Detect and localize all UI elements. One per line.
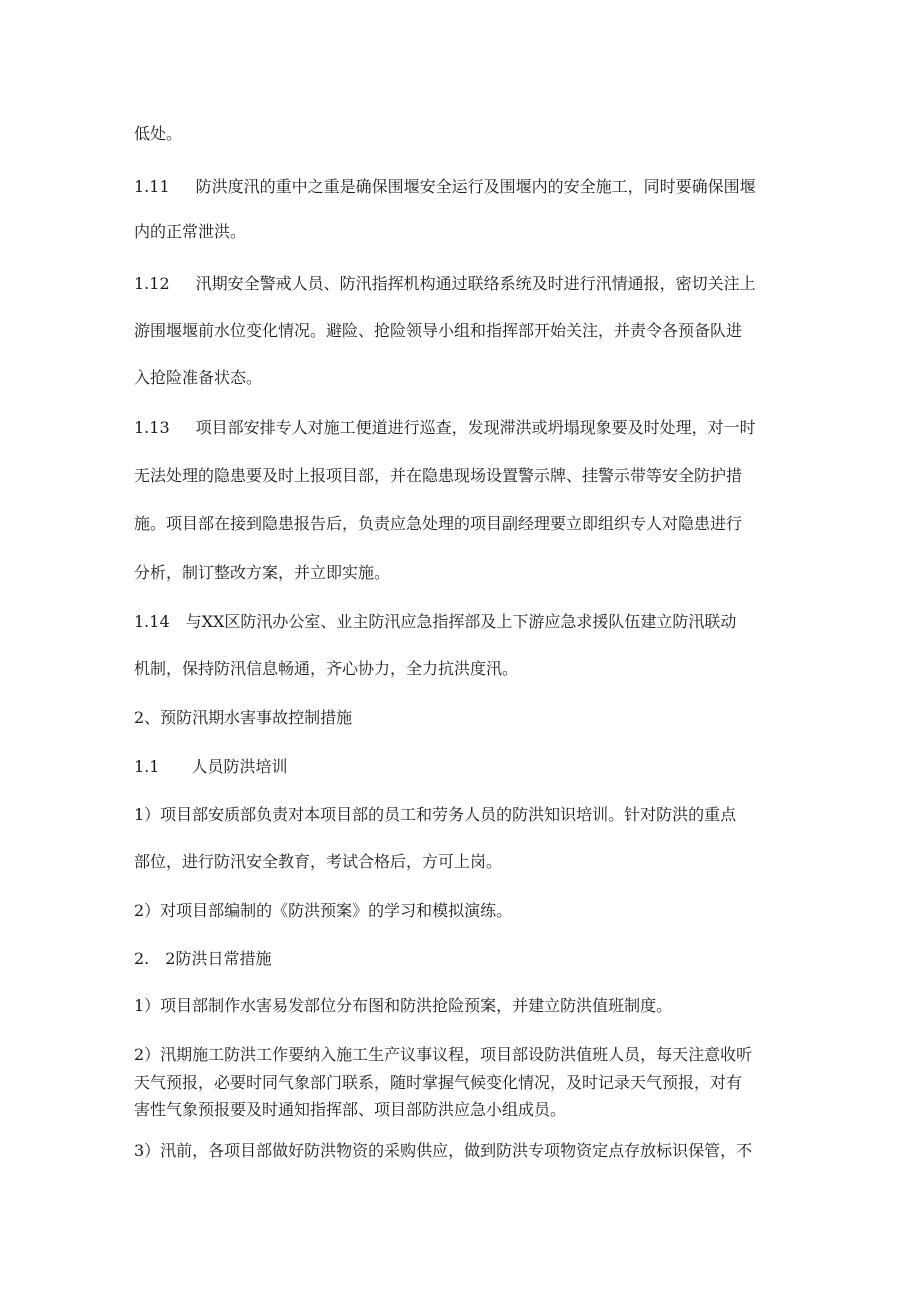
- paragraph-text: 1）项目部安质部负责对本项目部的员工和劳务人员的防洪知识培训。针对防洪的重点: [134, 805, 737, 824]
- text-line: [134, 124, 182, 144]
- text-line: [134, 274, 756, 294]
- text-line: [134, 466, 742, 486]
- paragraph-text: 内的正常泄洪。: [134, 222, 247, 241]
- text-line: [134, 659, 518, 679]
- paragraph-text: 害性气象预报要及时通知指挥部、项目部防洪应急小组成员。: [134, 1100, 567, 1119]
- text-line: [134, 757, 287, 777]
- text-line: [134, 418, 756, 438]
- text-line: [134, 177, 756, 197]
- paragraph-text: 天气预报，必要时同气象部门联系，随时掌握气候变化情况，及时记录天气预报，对有: [134, 1073, 743, 1092]
- text-line: [134, 1045, 752, 1065]
- text-line: [134, 949, 271, 969]
- subsection-heading: 2防洪日常措施: [165, 949, 272, 968]
- text-line: [134, 1073, 742, 1093]
- section-number: 1.11: [134, 177, 170, 196]
- paragraph-text: 与XX区防汛办公室、业主防汛应急指挥部及上下游应急求援队伍建立防汛联动: [185, 612, 737, 631]
- text-line: [134, 563, 390, 583]
- subsection-heading: 人员防洪培训: [191, 757, 288, 776]
- section-number: 1.13: [134, 418, 170, 437]
- text-line: [134, 514, 742, 534]
- paragraph-text: 低处。: [134, 124, 183, 143]
- text-line: [134, 612, 736, 632]
- text-line: [134, 1100, 566, 1120]
- paragraph-text: 部位，进行防汛安全教育，考试合格后，方可上岗。: [134, 852, 503, 871]
- paragraph-text: 施。项目部在接到隐患报告后，负责应急处理的项目副经理要立即组织专人对隐患进行: [134, 514, 743, 533]
- section-number: 1.12: [134, 274, 170, 293]
- paragraph-text: 2）对项目部编制的《防洪预案》的学习和模拟演练。: [134, 901, 513, 920]
- text-line: [134, 368, 262, 388]
- section-number: 2.: [134, 949, 150, 968]
- paragraph-text: 2）汛期施工防洪工作要纳入施工生产议事议程，项目部设防洪值班人员，每天注意收听: [134, 1045, 753, 1064]
- paragraph-text: 入抢险准备状态。: [134, 368, 263, 387]
- paragraph-text: 游围堰堰前水位变化情况。避险、抢险领导小组和指挥部开始关注，并责令各预备队进: [134, 321, 743, 340]
- text-line: [134, 321, 742, 341]
- paragraph-text: 1）项目部制作水害易发部位分布图和防洪抢险预案，并建立防洪值班制度。: [134, 996, 673, 1015]
- text-line: [134, 805, 736, 825]
- section-heading: 2、预防汛期水害事故控制措施: [134, 708, 353, 727]
- paragraph-text: 3）汛前，各项目部做好防洪物资的采购供应，做到防洪专项物资定点存放标识保管，不: [134, 1141, 753, 1160]
- section-number: 1.14: [134, 612, 170, 631]
- paragraph-text: 汛期安全警戒人员、防汛指挥机构通过联络系统及时进行汛情通报，密切关注上: [195, 274, 756, 293]
- paragraph-text: 项目部安排专人对施工便道进行巡查，发现滞洪或坍塌现象要及时处理，对一时: [195, 418, 756, 437]
- text-line: [134, 852, 502, 872]
- text-line: [134, 901, 512, 921]
- text-line: [134, 996, 672, 1016]
- paragraph-text: 防洪度汛的重中之重是确保围堰安全运行及围堰内的安全施工，同时要确保围堰: [195, 177, 756, 196]
- text-line: [134, 1141, 752, 1161]
- section-number: 1.1: [134, 757, 160, 776]
- paragraph-text: 机制，保持防汛信息畅通，齐心协力，全力抗洪度汛。: [134, 659, 519, 678]
- text-line: [134, 708, 352, 728]
- text-line: [134, 222, 246, 242]
- paragraph-text: 分析，制订整改方案，并立即实施。: [134, 563, 391, 582]
- paragraph-text: 无法处理的隐患要及时上报项目部，并在隐患现场设置警示牌、挂警示带等安全防护措: [134, 466, 743, 485]
